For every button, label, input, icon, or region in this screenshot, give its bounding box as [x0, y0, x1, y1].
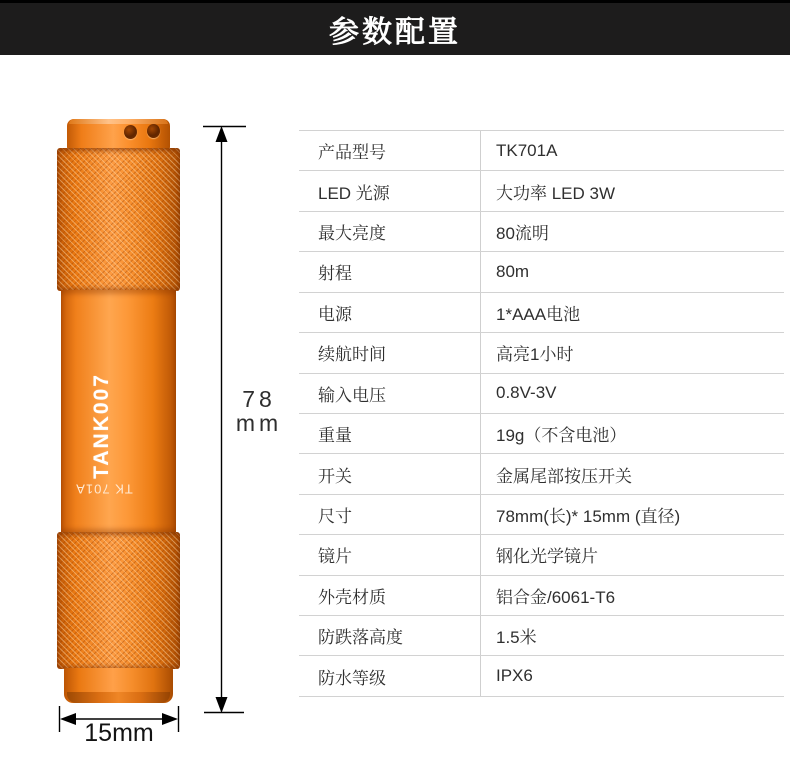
lanyard-hole — [147, 124, 160, 138]
spec-label: LED 光源 — [318, 183, 390, 203]
spec-label: 电源 — [318, 304, 352, 324]
table-row — [299, 130, 784, 170]
spec-value: IPX6 — [480, 656, 784, 695]
spec-value: 80流明 — [480, 212, 784, 251]
spec-value: 高亮1小时 — [480, 333, 784, 372]
spec-value: 1.5米 — [480, 616, 784, 655]
spec-label: 重量 — [318, 426, 352, 446]
spec-value: 19g（不含电池） — [480, 414, 784, 453]
spec-label: 输入电压 — [318, 385, 386, 405]
model-text: TK 701A — [74, 481, 133, 497]
spec-value: 钢化光学镜片 — [480, 535, 784, 574]
spec-table — [299, 130, 784, 697]
spec-value: 铝合金/6061-T6 — [480, 576, 784, 615]
spec-value: 金属尾部按压开关 — [480, 454, 784, 493]
spec-label: 开关 — [318, 466, 352, 486]
height-dimension-label — [228, 387, 290, 435]
spec-label: 产品型号 — [318, 143, 386, 163]
spec-label: 镜片 — [318, 547, 352, 567]
flashlight-knurled-grip-bottom — [57, 532, 180, 669]
table-row — [299, 615, 784, 655]
flashlight-knurled-grip-top — [57, 148, 180, 291]
spec-value: 80m — [480, 252, 784, 291]
spec-label: 续航时间 — [318, 345, 386, 365]
spec-value: 78mm(长)* 15mm (直径) — [480, 495, 784, 534]
height-unit: mm — [235, 410, 283, 437]
spec-label: 射程 — [318, 264, 352, 284]
table-row — [299, 575, 784, 615]
table-row — [299, 292, 784, 332]
table-row — [299, 170, 784, 210]
spec-label: 尺寸 — [318, 507, 352, 526]
height-value: 78 — [242, 386, 276, 412]
spec-value: 0.8V-3V — [480, 374, 784, 413]
flashlight-head — [64, 668, 173, 703]
flashlight-tailcap — [67, 119, 170, 149]
spec-label: 防跌落高度 — [318, 628, 403, 648]
table-row — [299, 453, 784, 493]
brand-text: TANK007 — [90, 373, 114, 479]
table-row — [299, 655, 784, 696]
table-row — [299, 251, 784, 291]
spec-label: 外壳材质 — [318, 587, 386, 607]
section-header — [0, 0, 790, 55]
diameter-dimension-label: 15mm — [84, 719, 154, 747]
table-row — [299, 332, 784, 372]
spec-label: 防水等级 — [318, 668, 386, 688]
table-row — [299, 413, 784, 453]
spec-value: 大功率 LED 3W — [480, 171, 784, 210]
flashlight-body — [61, 290, 176, 533]
lanyard-hole — [124, 125, 137, 139]
table-row — [299, 494, 784, 534]
spec-value: 1*AAA电池 — [480, 293, 784, 332]
table-row — [299, 211, 784, 251]
table-row — [299, 373, 784, 413]
table-row — [299, 534, 784, 574]
spec-label: 最大亮度 — [318, 224, 386, 244]
spec-value: TK701A — [480, 131, 784, 170]
page-title: 参数配置 — [329, 16, 461, 49]
